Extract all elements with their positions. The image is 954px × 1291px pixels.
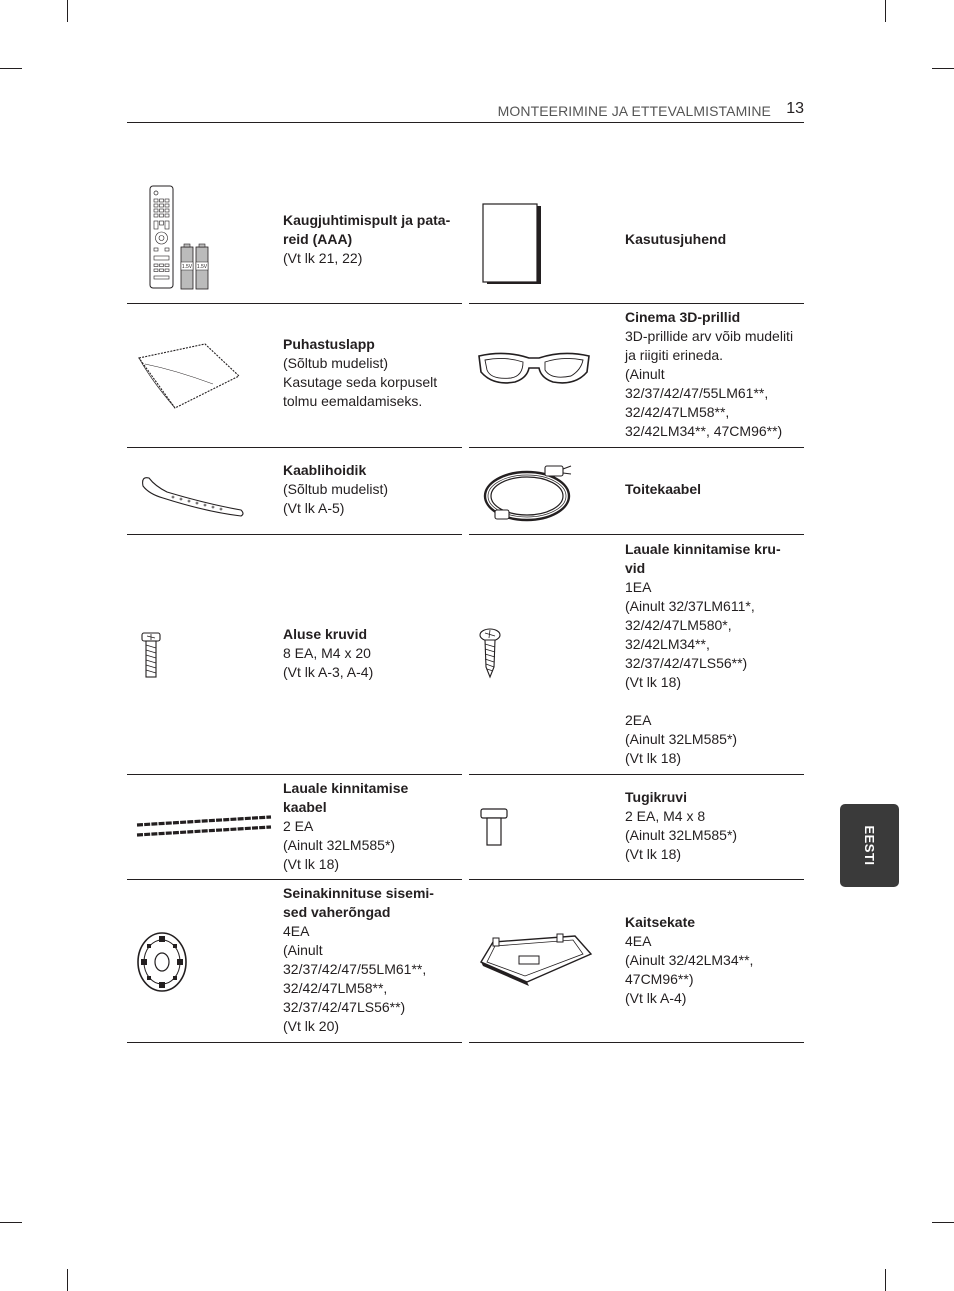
- item-cell-manual: [469, 172, 804, 304]
- item-cell-spacers: [127, 880, 462, 1043]
- crop-mark: [885, 0, 886, 22]
- item-title: Kaitsekate: [625, 914, 696, 930]
- item-text: [625, 788, 803, 864]
- item-description: 8 EA, M4 x 20 (Vt lk A-3, A-4): [283, 645, 374, 680]
- item-cell-cloth: [127, 304, 462, 448]
- item-text: [283, 625, 461, 682]
- item-title: Tugikruvi: [625, 789, 687, 805]
- support-screw-icon: [479, 807, 509, 847]
- item-cell-remote: [127, 172, 462, 304]
- crop-mark: [932, 1222, 954, 1223]
- item-cell-glasses: [469, 304, 804, 448]
- cable-holder-icon: [137, 468, 247, 522]
- language-tab: [840, 804, 899, 887]
- item-text: [283, 884, 461, 1036]
- item-description: (Sõltub mudelist) Kasutage seda korpuselt tolmu eemaldamiseks.: [283, 355, 438, 409]
- remote-control-icon: [145, 184, 215, 292]
- item-title: Lauale kinnitamise kaabel: [283, 780, 409, 815]
- item-text: [625, 230, 803, 249]
- item-cell-support-screw: [469, 775, 804, 880]
- section-title: MONTEERIMINE JA ETTEVALMISTAMINE: [497, 103, 771, 119]
- item-cell-desk-cable: [127, 775, 462, 880]
- item-text: [625, 540, 803, 768]
- svg-text:1.5V: 1.5V: [181, 264, 193, 270]
- svg-text:1.5V: 1.5V: [196, 264, 208, 270]
- wood-screw-icon: [477, 627, 503, 679]
- item-title: Kasutusjuhend: [625, 231, 727, 247]
- item-title: Puhastuslapp: [283, 336, 375, 352]
- crop-mark: [67, 1269, 68, 1291]
- battery-icon: [181, 244, 193, 289]
- screw-icon: [139, 631, 163, 681]
- item-title: Cinema 3D-prillid: [625, 309, 741, 325]
- item-description: 2 EA, M4 x 8 (Ainult 32LM585*) (Vt lk 18): [625, 808, 738, 862]
- item-description: 2 EA (Ainult 32LM585*) (Vt lk 18): [283, 818, 396, 872]
- item-text: [283, 779, 461, 874]
- item-title: Lauale kinnitamise kru- vid: [625, 541, 781, 576]
- item-description: 1EA (Ainult 32/37LM611*, 32/42/47LM580*, 32/42LM34**, 32/37/42/47LS56**) (Vt lk 18) 2EA (Ainult 32LM585*) (Vt lk 18): [625, 579, 755, 766]
- item-text: [283, 335, 461, 411]
- spacer-ring-icon: [135, 930, 189, 994]
- mounting-cable-icon: [135, 813, 273, 841]
- crop-mark: [0, 1222, 22, 1223]
- battery-icon: [196, 244, 208, 289]
- item-title: Seinakinnituse sisemi- sed vaherõngad: [283, 885, 434, 920]
- item-title: Kaugjuhtimispult ja pata- reid (AAA): [283, 212, 451, 247]
- item-description: (Vt lk 21, 22): [283, 250, 363, 266]
- crop-mark: [932, 68, 954, 69]
- page-number: 13: [786, 100, 804, 117]
- cleaning-cloth-icon: [135, 340, 241, 412]
- item-text: [625, 913, 803, 1008]
- crop-mark: [885, 1269, 886, 1291]
- item-description: 3D-prillide arv võib mudeliti ja riigiti erineda. (Ainult 32/37/42/47/55LM61**, 32/42/47LM58**, 32/42LM34**, 47CM96**): [625, 328, 794, 439]
- item-text: [283, 461, 461, 518]
- page-header: [127, 96, 804, 123]
- item-title: Kaablihoidik: [283, 462, 367, 478]
- item-description: 4EA (Ainult 32/42LM34**, 47CM96**) (Vt lk A-4): [625, 933, 754, 1006]
- crop-mark: [0, 68, 22, 69]
- 3d-glasses-icon: [475, 348, 593, 388]
- item-cell-desk-screws: [469, 535, 804, 775]
- protection-cover-icon: [475, 932, 595, 988]
- item-description: (Sõltub mudelist) (Vt lk A-5): [283, 481, 389, 516]
- power-cord-icon: [481, 460, 581, 526]
- item-title: Toitekaabel: [625, 481, 701, 497]
- language-tab-label: EESTI: [862, 825, 877, 866]
- crop-mark: [67, 0, 68, 22]
- item-cell-protection-cover: [469, 880, 804, 1043]
- item-cell-power-cord: [469, 448, 804, 535]
- item-text: [283, 211, 461, 268]
- item-description: 4EA (Ainult 32/37/42/47/55LM61**, 32/42/47LM58**, 32/37/42/47LS56**) (Vt lk 20): [283, 923, 427, 1034]
- item-cell-cable-holder: [127, 448, 462, 535]
- item-text: [625, 480, 803, 499]
- item-title: Aluse kruvid: [283, 626, 368, 642]
- item-text: [625, 308, 803, 441]
- item-cell-stand-screws: [127, 535, 462, 775]
- manual-booklet-icon: [481, 202, 545, 288]
